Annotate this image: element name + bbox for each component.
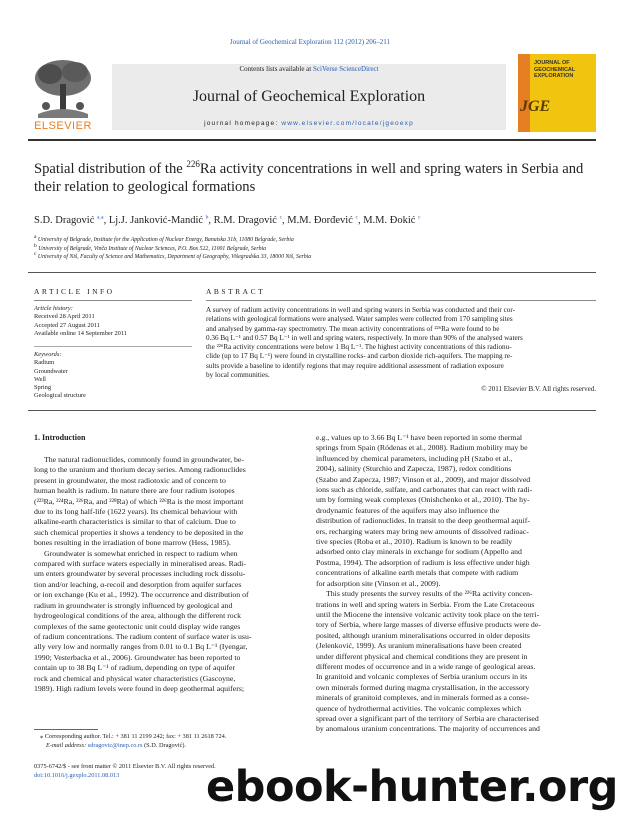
body-line: until the Miocene the intensive volcanic activity took place on the terri-: [316, 609, 540, 619]
history-label: Article history:: [34, 305, 73, 312]
author: Lj.J. Janković-Mandić $^b$,: [108, 214, 214, 226]
publisher-name: ELSEVIER: [34, 120, 92, 132]
body-line: um enters groundwater by several processes including rock dissolu-: [34, 569, 246, 579]
body-line: adsorbed onto clay minerals in exchange for sodium (Appello and: [316, 547, 522, 557]
body-line: long to the uranium and thorium decay series. Among radionuclides: [34, 465, 246, 475]
cover-text: JOURNAL OF GEOCHEMICAL EXPLORATION: [534, 60, 576, 79]
issn-line: 0375-6742/$ - see front matter © 2011 Elsevier B.V. All rights reserved.: [34, 763, 216, 770]
body-line: drodynamic features of the aquifers may also influence the: [316, 505, 500, 515]
body-left-column: [34, 455, 304, 694]
body-line: hydrogeological conditions of the area, although the different rock: [34, 611, 242, 621]
body-line: 2004), salinity (Sturchio and Zapecza, 1987), redox conditions: [316, 464, 512, 474]
email-suffix: (S.D. Dragović).: [142, 742, 187, 749]
copyright: © 2011 Elsevier B.V. All rights reserved.: [481, 385, 596, 393]
body-line: um by forming weak complexes (Onishchenko et al., 2010). The hy-: [316, 495, 530, 505]
affiliation: $^c$ University of Niš, Faculty of Science and Mathematics, Department of Geography, Višegradska 33, 18000 Niš, Serbia: [34, 251, 312, 260]
author-list: [34, 215, 594, 226]
affiliations: [34, 236, 594, 262]
article-title: [34, 160, 594, 196]
history-item: Accepted 27 August 2011: [34, 321, 100, 329]
body-line: e.g., values up to 3.66 Bq L⁻¹ have been reported in some thermal: [316, 433, 523, 442]
contents-line: [112, 65, 506, 73]
body-line: minerals of granitoid complexes, and in minerals formed as a conse-: [316, 693, 530, 703]
body-line: radium in groundwater is strongly influenced by geological and: [34, 600, 233, 610]
body-line: The natural radionuclides, commonly found in groundwater, be-: [44, 455, 244, 464]
header-rule: [28, 139, 596, 141]
article-history: [34, 305, 194, 338]
body-line: for adsorption site (Vinson et al., 2009).: [316, 578, 441, 588]
footnote-email: [46, 742, 186, 749]
body-line: due to its long half-life (1622 years). Its chemical behaviour with: [34, 507, 238, 517]
email-link[interactable]: sdragovic@inep.co.rs: [87, 742, 143, 749]
body-line: by anomalous uranium concentrations. The majority of occurrences and: [316, 724, 540, 734]
body-line: Postma, 1994). The adsorption of radium is less effective under high: [316, 557, 530, 567]
keyword: Groundwater: [34, 367, 68, 375]
history-item: Available online 14 September 2011: [34, 329, 127, 337]
body-line: compared with surface waters especially in mineralised areas. Radi-: [34, 559, 246, 569]
homepage-line: [112, 120, 506, 127]
abstract-line: and analysed by gamma-ray spectrometry. The mean activity concentrations of ²²⁶Ra were found to be: [206, 324, 500, 333]
body-line: Groundwater is somewhat enriched in respect to radium when: [44, 548, 238, 558]
body-line: (Szabo and Zapecza, 1987; Vinson et al., 2009), and major dissolved: [316, 474, 531, 484]
abstract-line: clide (up to 17 Bq L⁻¹) were found in crystalline rocks- and carbon dioxide rich-aquifers. The mapping re-: [206, 352, 513, 361]
history-item: Received 28 April 2011: [34, 313, 95, 321]
body-line: such chemical properties it shows a tendency to be deposited in the: [34, 527, 244, 537]
author: M.M. Đokić $^c$: [363, 214, 421, 226]
affiliation: $^a$ University of Belgrade, Institute for the Application of Nuclear Energy, Banatska 31b, 11080 Belgrade, Serbia: [34, 234, 294, 243]
body-line: tive species (Roba et al., 2010). Radium is known to be readily: [316, 537, 513, 547]
body-line: influenced by chemical parameters, including pH (Szabo et al.,: [316, 453, 513, 463]
body-line: quence of hydrothermal activities. The volcanic complexes which: [316, 703, 522, 713]
keywords: [34, 351, 194, 401]
abstract-bottom-rule: [28, 410, 596, 411]
abstract-line: the ²²⁶Ra activity concentrations were below 1 Bq L⁻¹. The highest activity concentrations of this radionu-: [206, 343, 512, 352]
section-heading-introduction: 1. Introduction: [34, 433, 86, 442]
body-line: 1990; Vesterbacka et al., 2006). Groundwater has been reported to: [34, 652, 241, 662]
abstract-line: 0.36 Bq L⁻¹ and 0.57 Bq L⁻¹ in well and spring waters, respectively. In more than 90% of the analysed waters: [206, 333, 523, 342]
footnote-rule: [34, 729, 98, 730]
title-part-2: Ra activity concentrations in well and spring waters in Serbia and their relation to geological formations: [34, 161, 584, 195]
abstract-line: A survey of radium activity concentrations in well and spring waters in Serbia was conducted and their cor-: [206, 306, 516, 314]
footnote-corresponding: ⁎ Corresponding author. Tel.: + 381 11 2199 242; fax: + 381 11 2618 724.: [40, 733, 227, 740]
body-line: of radium concentrations. The radium content of surface water is usu-: [34, 631, 252, 641]
body-line: springs from Spain (Ródenas et al., 2008). Radium mobility may be: [316, 443, 528, 453]
abstract-body: [206, 306, 598, 380]
body-line: alkaline-earth characteristics is similar to that of calcium. Due to: [34, 517, 236, 527]
body-line: or ion exchange (Ku et al., 1992). The occurrence and distribution of: [34, 590, 249, 600]
author: M.M. Đorđević $^c$,: [287, 214, 364, 226]
body-line: This study presents the survey results of the ²²⁶Ra activity concen-: [326, 589, 533, 599]
body-line: distribution of radionuclides. In transit to the deep geothermal aquif-: [316, 516, 530, 526]
journal-header-banner: [112, 64, 506, 130]
body-line: spread over a significant part of the territory of Serbia are characterised: [316, 713, 539, 723]
keyword: Spring: [34, 384, 52, 392]
body-line: complexes of the same geotectonic unit could display wide ranges: [34, 621, 241, 631]
body-line: own minerals formed during magma crystallisation, in the accessory: [316, 682, 530, 692]
title-superscript: 226: [186, 159, 200, 170]
affiliation: $^b$ University of Belgrade, Vinča Institute of Nuclear Sciences, P.O. Box 522, 11001 Belgrade, Serbia: [34, 242, 267, 252]
article-info-heading: ARTICLE INFO: [34, 287, 115, 296]
abstract-line: sults provide a baseline to identify regions that may require additional assessment of radiation exposure: [206, 361, 504, 370]
homepage-label: journal homepage:: [204, 120, 282, 127]
history-rule: [34, 346, 192, 347]
body-line: posited, although uranium mineralisations occurred in older deposits: [316, 630, 530, 640]
body-line: ally very low and normally ranges from 0.01 to 0.1 Bq L⁻¹ (Iyengar,: [34, 642, 248, 652]
keyword: Geological structure: [34, 392, 86, 400]
watermark: ebook-hunter.org: [206, 762, 618, 812]
body-line: tory of Serbia, where large masses of diverse effusive products were de-: [316, 620, 541, 630]
body-line: concentrations of alkaline earth metals that compete with radium: [316, 568, 519, 578]
body-line: present in groundwater, the most radiotoxic and of concern to: [34, 475, 226, 485]
body-line: different modes of occurrence and in a wide range of geological areas.: [316, 661, 536, 671]
title-part-1: Spatial distribution of the: [34, 161, 187, 177]
elsevier-logo: [28, 54, 98, 132]
keywords-label: Keywords:: [34, 351, 62, 358]
body-line: ions such as chloride, sulfate, and carbonates that can react with radi-: [316, 485, 533, 495]
affiliation-rule: [28, 272, 596, 273]
body-line: 1989). High radium levels were found in deep geothermal aquifers;: [34, 683, 245, 693]
doi-link[interactable]: doi:10.1016/j.gexplo.2011.08.013: [34, 772, 120, 779]
body-line: bones resulting in the irradiation of bone marrow (Hess, 1985).: [34, 538, 231, 548]
abstract-line: by local communities.: [206, 371, 270, 380]
email-label: E-mail address:: [46, 742, 88, 749]
journal-cover: [518, 54, 596, 132]
body-line: human health is radium. In nature there are four radium isotopes: [34, 486, 235, 496]
body-line: tion and/or leaching, α-recoil and desorption from aquifer surfaces: [34, 579, 242, 589]
homepage-url[interactable]: www.elsevier.com/locate/jgeoexp: [281, 120, 414, 127]
abstract-rule: [206, 300, 596, 301]
article-info-rule: [34, 300, 192, 301]
body-line: under different physical and chemical conditions they are present in: [316, 651, 528, 661]
journal-title: Journal of Geochemical Exploration: [192, 88, 426, 105]
body-line: In granitoid and volcanic complexes of Serbia uranium occurs in its: [316, 672, 528, 682]
body-line: trations in well and spring waters in Serbia. From the Late Cretaceous: [316, 599, 535, 609]
abstract-heading: ABSTRACT: [206, 287, 266, 296]
body-line: (²²³Ra, ²²⁴Ra, ²²⁶Ra, and ²²⁸Ra) of which ²²⁶Ra is the most important: [34, 496, 244, 506]
cover-abbrev: JGE: [520, 98, 551, 115]
abstract-line: relations with geological formations were analysed. Water samples were collected from 170 sampling sites: [206, 315, 513, 324]
body-line: contain up to 38 Bq L⁻¹ of radium, depending on type of aquifer: [34, 663, 236, 673]
cover-stripe: [518, 54, 530, 132]
body-right-column: [316, 433, 598, 735]
keyword: Radium: [34, 359, 55, 367]
sciencedirect-link[interactable]: SciVerse ScienceDirect: [313, 65, 379, 73]
author: R.M. Dragović $^c$,: [213, 214, 288, 226]
keyword: Well: [34, 375, 46, 383]
body-line: rock and chemical and physical water characteristics (Gascoyne,: [34, 673, 236, 683]
journal-reference[interactable]: Journal of Geochemical Exploration 112 (2012) 206–211: [229, 38, 391, 46]
body-line: (Jelenković, 1999). As uranium mineralisations have been created: [316, 641, 522, 651]
contents-prefix: Contents lists available at: [239, 65, 313, 73]
author: S.D. Dragović $^{a,⁎}$,: [34, 214, 109, 226]
body-line: ers, recharging waters may bring new amounts of dissolved radioac-: [316, 526, 529, 536]
